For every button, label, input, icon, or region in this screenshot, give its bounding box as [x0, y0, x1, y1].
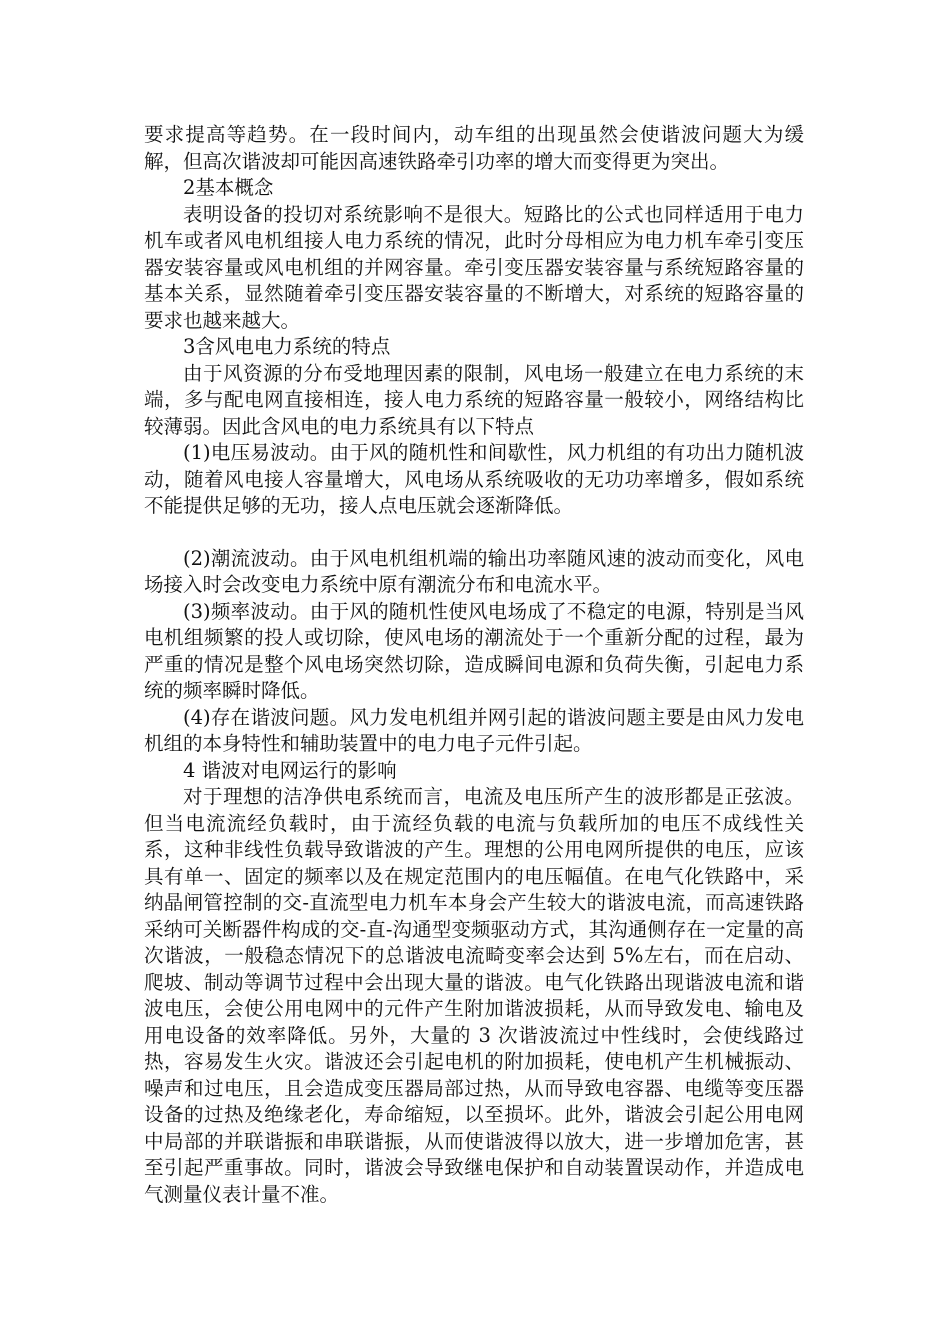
- section-2-paragraph: 表明设备的投切对系统影响不是很大。短路比的公式也同样适用于电力机车或者风电机组接人电力系统的情况，此时分母相应为电力机车牵引变压器安装容量或风电机组的并网容量。牵引变压器安装容量与系统短路容量的基本关系，显然随着牵引变压器安装容量的不断增大，对系统的短路容量的要求也越来越大。: [144, 202, 804, 332]
- list-item-voltage: (1)电压易波动。由于风的随机性和间歇性，风力机组的有功出力随机波动，随着风电接人容量增大，风电场从系统吸收的无功功率增多，假如系统不能提供足够的无功，接人点电压就会逐渐降低。: [144, 441, 804, 517]
- document-page: [144, 122, 804, 1208]
- list-item-harmonics: (4)存在谐波问题。风力发电机组并网引起的谐波问题主要是由风力发电机组的本身特性和辅助装置中的电力电子元件引起。: [144, 705, 804, 755]
- section-3-heading: 3含风电电力系统的特点: [183, 335, 391, 358]
- section-3-paragraph: 由于风资源的分布受地理因素的限制，风电场一般建立在电力系统的末端，多与配电网直接相连，接人电力系统的短路容量一般较小，网络结构比较薄弱。因此含风电的电力系统具有以下特点: [144, 361, 804, 438]
- paragraph-gap: [144, 520, 804, 546]
- list-item-frequency: (3)频率波动。由于风的随机性使风电场成了不稳定的电源，特别是当风电机组频繁的投人或切除，使风电场的潮流处于一个重新分配的过程，最为严重的情况是整个风电场突然切除，造成瞬间电源和负荷失衡，引起电力系统的频率瞬时降低。: [144, 599, 804, 702]
- intro-paragraph: 要求提高等趋势。在一段时间内，动车组的出现虽然会使谐波问题大为缓解，但高次谐波却可能因高速铁路牵引功率的增大而变得更为突出。: [144, 123, 804, 173]
- section-2-heading: 2基本概念: [183, 176, 274, 199]
- section-4-heading: 4 谐波对电网运行的影响: [183, 758, 397, 782]
- section-4-paragraph: 对于理想的洁净供电系统而言，电流及电压所产生的波形都是正弦波。但当电流流经负载时，由于流经负载的电流与负载所加的电压不成线性关系，这种非线性负载导致谐波的产生。理想的公用电网所提供的电压，应该具有单一、固定的频率以及在规定范围内的电压幅值。在电气化铁路中，采纳晶闸管控制的交-直流型电力机车本身会产生较大的谐波电流，而高速铁路采纳可关断器件构成的交-直-沟通型变频驱动方式，其沟通侧存在一定量的高次谐波，一般稳态情况下的总谐波电流畸变率会达到 5%左右，而在启动、爬坡、制动等调节过程中会出现大量的谐波。电气化铁路出现谐波电流和谐波电压，会使公用电网中的元件产生附加谐波损耗，从而导致发电、输电及用电设备的效率降低。另外，大量的 3 次谐波流过中性线时，会使线路过热，容易发生火灾。谐波还会引起电机的附加损耗，使电机产生机械振动、噪声和过电压，且会造成变压器局部过热，从而导致电容器、电缆等变压器设备的过热及绝缘老化，寿命缩短，以至损坏。此外，谐波会引起公用电网中局部的并联谐振和串联谐振，从而使谐波得以放大，进一步增加危害，甚至引起严重事故。同时，谐波会导致继电保护和自动装置误动作，并造成电气测量仪表计量不准。: [144, 785, 804, 1206]
- list-item-power-flow: (2)潮流波动。由于风电机组机端的输出功率随风速的波动而变化，风电场接入时会改变电力系统中原有潮流分布和电流水平。: [144, 546, 804, 596]
